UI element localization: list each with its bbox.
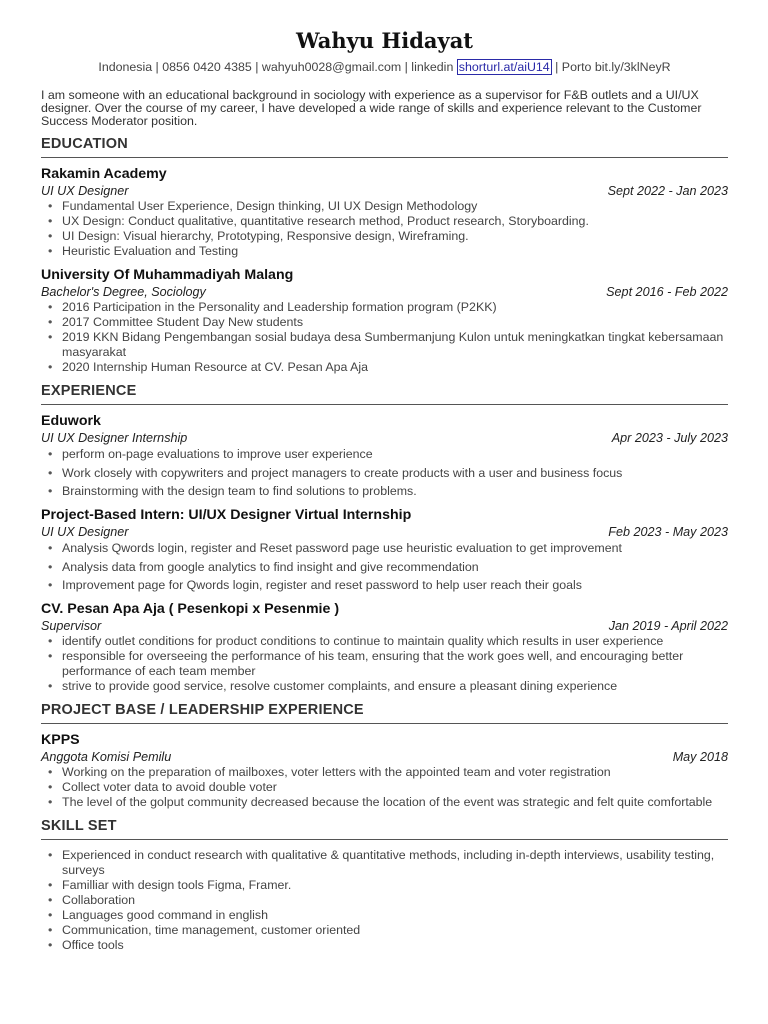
experience-bullets-virtual-internship [41,540,728,593]
list-item: • 2016 Participation in the Personality and Leadership formation program (P2KK) [41,300,728,315]
contact-details: Indonesia | 0856 0420 4385 | wahyuh0028@gmail.com | linkedin [98,60,457,74]
experience-role: Supervisor [41,619,102,634]
project-sub-kpps [41,749,728,765]
candidate-name: Wahyu Hidayat [295,28,474,53]
project-date: May 2018 [672,750,728,765]
list-item: • strive to provide good service, resolve customer complaints, and ensure a pleasant dining experience [41,679,728,694]
skills-heading: SKILL SET [41,818,728,840]
list-item: • Experienced in conduct research with qualitative & quantitative methods, including in-depth interviews, usability testing, surveys [41,848,728,878]
education-sub-rakamin [41,183,728,199]
list-item: • Improvement page for Qwords login, register and reset password to help user reach their goals [41,577,728,593]
list-item: • 2020 Internship Human Resource at CV. Pesan Apa Aja [41,360,728,375]
list-item: • Collaboration [41,893,728,908]
list-item: • perform on-page evaluations to improve user experience [41,446,728,462]
list-item: • Office tools [41,938,728,953]
experience-role: UI UX Designer [41,525,129,540]
list-item: • Communication, time management, customer oriented [41,923,728,938]
list-item: • responsible for overseeing the performance of his team, ensuring that the work goes well, and encouraging better performance of each team member [41,649,728,679]
list-item: • The level of the golput community decreased because the location of the event was strategic and felt quite comfortable [41,795,728,810]
contact-line [41,58,728,76]
experience-bullets-pesan-apa-aja [41,634,728,694]
education-bullets-rakamin [41,199,728,259]
experience-role: UI UX Designer Internship [41,431,188,445]
list-item: • Brainstorming with the design team to find solutions to problems. [41,483,728,499]
experience-sub-pesan-apa-aja [41,618,728,634]
linkedin-link[interactable]: shorturl.at/aiU14 [458,60,550,74]
list-item: • Collect voter data to avoid double voter [41,780,728,795]
list-item: • Languages good command in english [41,908,728,923]
list-item: • Analysis data from google analytics to find insight and give recommendation [41,559,728,575]
education-heading: EDUCATION [41,136,728,158]
list-item: • Familliar with design tools Figma, Framer. [41,878,728,893]
education-org-umm: University Of Muhammadiyah Malang [41,267,294,283]
list-item: • Work closely with copywriters and project managers to create products with a user and business focus [41,465,728,481]
list-item: • Analysis Qwords login, register and Reset password page use heuristic evaluation to get improvement [41,540,728,556]
education-org-rakamin: Rakamin Academy [41,166,167,182]
skills-bullets [41,848,728,953]
experience-org-virtual-internship: Project-Based Intern: UI/UX Designer Virtual Internship [41,507,412,524]
experience-date: Apr 2023 - July 2023 [611,431,728,445]
experience-heading: EXPERIENCE [41,383,728,405]
experience-date: Feb 2023 - May 2023 [608,525,728,540]
education-date: Sept 2016 - Feb 2022 [606,285,728,299]
list-item: • 2017 Committee Student Day New students [41,315,728,330]
experience-sub-eduwork [41,430,728,446]
education-date: Sept 2022 - Jan 2023 [607,184,728,198]
list-item: • Heuristic Evaluation and Testing [41,244,728,259]
education-bullets-umm [41,300,728,375]
experience-org-eduwork: Eduwork [41,413,101,429]
profile-summary: I am someone with an educational background in sociology with experience as a supervisor for F&B outlets and a UI/UX designer. Over the course of my career, I have developed a wide range of skills and experience relevant to the Customer Success Moderator position. [41,88,702,128]
list-item: • Working on the preparation of mailboxes, voter letters with the appointed team and voter registration [41,765,728,780]
experience-sub-virtual-internship [41,524,728,540]
education-role: Bachelor's Degree, Sociology [41,285,206,299]
list-item: • identify outlet conditions for product conditions to continue to maintain quality which results in user experience [41,634,728,649]
resume-page [41,26,728,953]
list-item: • UI Design: Visual hierarchy, Prototyping, Responsive design, Wireframing. [41,229,728,244]
project-bullets-kpps [41,765,728,810]
experience-date: Jan 2019 - April 2022 [608,619,728,634]
list-item: • 2019 KKN Bidang Pengembangan sosial budaya desa Sumbermanjung Kulon untuk meningkatkan tingkat kebersamaan masyarakat [41,330,728,360]
project-org-kpps: KPPS [41,732,80,749]
experience-bullets-eduwork [41,446,728,499]
experience-org-pesan-apa-aja: CV. Pesan Apa Aja ( Pesenkopi x Pesenmie ) [41,601,340,618]
portfolio-text: | Porto bit.ly/3klNeyR [551,60,671,74]
projects-heading: PROJECT BASE / LEADERSHIP EXPERIENCE [41,702,728,724]
list-item: • Fundamental User Experience, Design thinking, UI UX Design Methodology [41,199,728,214]
list-item: • UX Design: Conduct qualitative, quantitative research method, Product research, Storyboarding. [41,214,728,229]
project-role: Anggota Komisi Pemilu [41,750,172,765]
education-sub-umm [41,284,728,300]
education-role: UI UX Designer [41,184,129,198]
